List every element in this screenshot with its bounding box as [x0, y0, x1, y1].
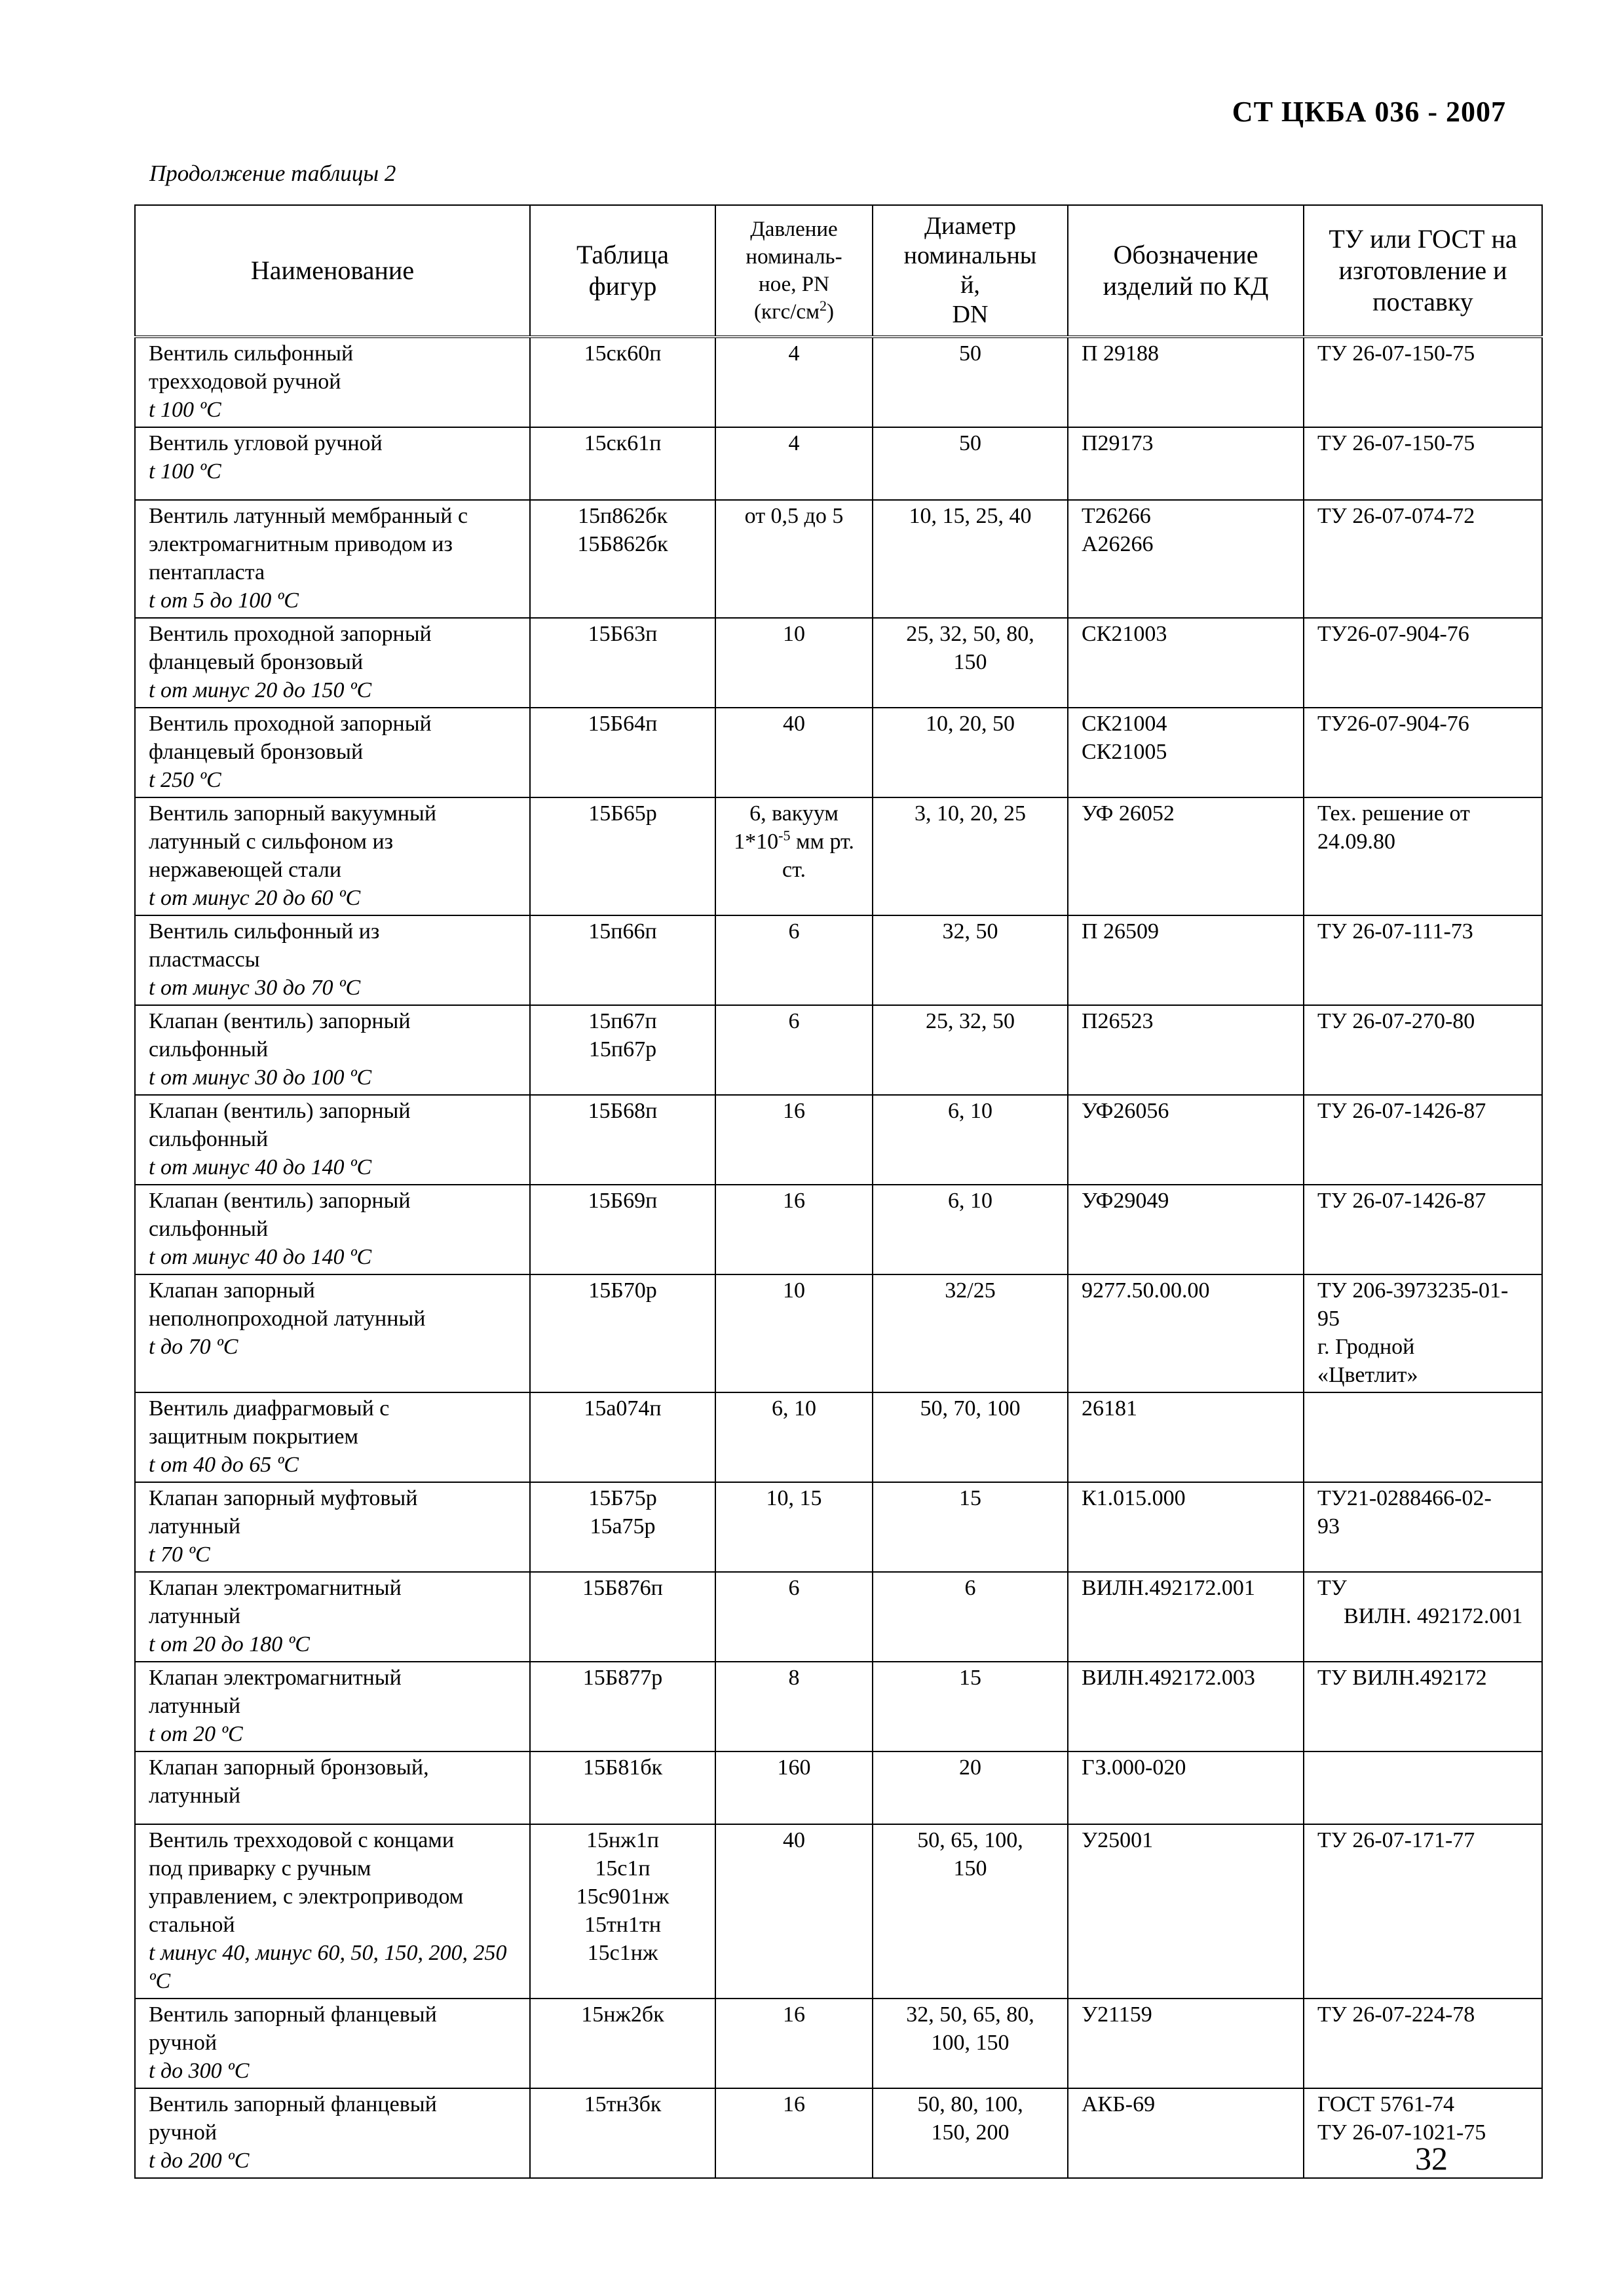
- cell-name: Вентиль диафрагмовый с защитным покрытием t от 40 до 65 ºC: [135, 1392, 530, 1482]
- temperature-note: t до 300 ºC: [149, 2059, 250, 2083]
- cell-pressure: 16: [715, 1095, 873, 1185]
- table-row: [135, 797, 1542, 915]
- header-figure-table: Таблица фигур: [530, 205, 715, 337]
- temperature-note: t от 5 до 100 ºC: [149, 588, 299, 613]
- cell-kd: АКБ-69: [1068, 2088, 1304, 2178]
- temperature-note: t от минус 40 до 140 ºC: [149, 1155, 372, 1179]
- table-row: [135, 1662, 1542, 1751]
- cell-diameter: 6: [873, 1572, 1068, 1662]
- cell-name: Вентиль запорный вакуумный латунный с сильфоном из нержавеющей стали t от минус 20 до 60 ºC: [135, 797, 530, 915]
- cell-diameter: 32/25: [873, 1274, 1068, 1392]
- table-row: [135, 1824, 1542, 1999]
- cell-diameter: 15: [873, 1482, 1068, 1572]
- cell-tu: [1304, 1751, 1542, 1824]
- cell-diameter: 50, 65, 100, 150: [873, 1824, 1068, 1999]
- cell-name: Клапан запорный неполнопроходной латунный t до 70 ºC: [135, 1274, 530, 1392]
- cell-tu: ТУ 26-07-171-77: [1304, 1824, 1542, 1999]
- table-caption: Продолжение таблицы 2: [149, 161, 396, 186]
- temperature-note: t от минус 30 до 100 ºC: [149, 1065, 372, 1090]
- cell-tu: ТУ26-07-904-76: [1304, 708, 1542, 797]
- table-header-row: [135, 205, 1542, 337]
- document-code: СТ ЦКБА 036 - 2007: [1232, 96, 1506, 128]
- cell-pressure: 6: [715, 1572, 873, 1662]
- cell-kd: К1.015.000: [1068, 1482, 1304, 1572]
- cell-tu: ТУ 26-07-1426-87: [1304, 1185, 1542, 1274]
- cell-tu: ТУ 26-07-111-73: [1304, 915, 1542, 1005]
- cell-figure: 15Б75р 15а75р: [530, 1482, 715, 1572]
- cell-diameter: 6, 10: [873, 1095, 1068, 1185]
- temperature-note: t от 20 ºC: [149, 1722, 243, 1746]
- temperature-note: t до 200 ºC: [149, 2149, 250, 2173]
- cell-pressure: 16: [715, 1999, 873, 2088]
- cell-tu: ГОСТ 5761-74 ТУ 26-07-1021-75: [1304, 2088, 1542, 2178]
- header-diameter-dn: Диаметр номинальны й, DN: [873, 205, 1068, 337]
- cell-diameter: 10, 20, 50: [873, 708, 1068, 797]
- cell-pressure: 16: [715, 2088, 873, 2178]
- cell-figure: 15Б876п: [530, 1572, 715, 1662]
- cell-diameter: 50, 70, 100: [873, 1392, 1068, 1482]
- cell-name: Клапан (вентиль) запорный сильфонный t от минус 30 до 100 ºC: [135, 1005, 530, 1095]
- cell-diameter: 25, 32, 50, 80, 150: [873, 618, 1068, 708]
- header-kd-designation: Обозначение изделий по КД: [1068, 205, 1304, 337]
- table-row: [135, 1005, 1542, 1095]
- cell-kd: УФ26056: [1068, 1095, 1304, 1185]
- cell-tu: ТУ26-07-904-76: [1304, 618, 1542, 708]
- temperature-note: t 250 ºC: [149, 768, 221, 792]
- cell-tu: Тех. решение от 24.09.80: [1304, 797, 1542, 915]
- cell-name: Клапан запорный муфтовый латунный t 70 ºC: [135, 1482, 530, 1572]
- cell-pressure: 6, вакуум $1*10^{-5}$ мм рт. ст.: [715, 797, 873, 915]
- cell-kd: УФ 26052: [1068, 797, 1304, 915]
- cell-kd: П26523: [1068, 1005, 1304, 1095]
- cell-figure: 15п862бк 15Б862бк: [530, 500, 715, 618]
- cell-diameter: 6, 10: [873, 1185, 1068, 1274]
- cell-diameter: 10, 15, 25, 40: [873, 500, 1068, 618]
- cell-kd: ВИЛН.492172.001: [1068, 1572, 1304, 1662]
- cell-name: Клапан запорный бронзовый, латунный: [135, 1751, 530, 1824]
- cell-name: Клапан электромагнитный латунный t от 20 до 180 ºC: [135, 1572, 530, 1662]
- cell-figure: 15ск60п: [530, 337, 715, 427]
- valves-table: [134, 204, 1543, 2179]
- cell-name: Вентиль проходной запорный фланцевый бронзовый t от минус 20 до 150 ºC: [135, 618, 530, 708]
- cell-pressure: 40: [715, 1824, 873, 1999]
- temperature-note: t 100 ºC: [149, 459, 221, 484]
- temperature-note: t от минус 30 до 70 ºC: [149, 976, 361, 1000]
- cell-name: Вентиль сильфонный трехходовой ручной t 100 ºC: [135, 337, 530, 427]
- temperature-note: t от 20 до 180 ºC: [149, 1632, 310, 1656]
- table-row: [135, 427, 1542, 500]
- temperature-note: t 70 ºC: [149, 1542, 210, 1567]
- temperature-note: t от 40 до 65 ºC: [149, 1453, 299, 1477]
- cell-kd: У25001: [1068, 1824, 1304, 1999]
- cell-diameter: 15: [873, 1662, 1068, 1751]
- cell-name: Вентиль проходной запорный фланцевый бронзовый t 250 ºC: [135, 708, 530, 797]
- cell-diameter: 50: [873, 427, 1068, 500]
- cell-kd: ВИЛН.492172.003: [1068, 1662, 1304, 1751]
- cell-kd: П 26509: [1068, 915, 1304, 1005]
- cell-tu: ТУ 206-3973235-01- 95 г. Гродной «Цветлит»: [1304, 1274, 1542, 1392]
- cell-name: Вентиль угловой ручной t 100 ºC: [135, 427, 530, 500]
- cell-figure: 15ск61п: [530, 427, 715, 500]
- cell-diameter: 50, 80, 100, 150, 200: [873, 2088, 1068, 2178]
- cell-name: Клапан электромагнитный латунный t от 20 ºC: [135, 1662, 530, 1751]
- table-row: [135, 1572, 1542, 1662]
- cell-figure: 15п66п: [530, 915, 715, 1005]
- table-row: [135, 337, 1542, 427]
- cell-tu: ТУ ВИЛН. 492172.001: [1304, 1572, 1542, 1662]
- cell-pressure: 4: [715, 337, 873, 427]
- cell-kd: У21159: [1068, 1999, 1304, 2088]
- cell-name: Клапан (вентиль) запорный сильфонный t от минус 40 до 140 ºC: [135, 1185, 530, 1274]
- table-row: [135, 1751, 1542, 1824]
- cell-diameter: 25, 32, 50: [873, 1005, 1068, 1095]
- cell-tu: ТУ 26-07-224-78: [1304, 1999, 1542, 2088]
- cell-diameter: 32, 50: [873, 915, 1068, 1005]
- cell-tu: ТУ 26-07-270-80: [1304, 1005, 1542, 1095]
- cell-figure: 15Б69п: [530, 1185, 715, 1274]
- table-row: [135, 1095, 1542, 1185]
- temperature-note: t 100 ºC: [149, 398, 221, 422]
- cell-figure: 15Б68п: [530, 1095, 715, 1185]
- cell-name: Клапан (вентиль) запорный сильфонный t от минус 40 до 140 ºC: [135, 1095, 530, 1185]
- cell-kd: СК21003: [1068, 618, 1304, 708]
- cell-kd: 9277.50.00.00: [1068, 1274, 1304, 1392]
- cell-tu: ТУ 26-07-1426-87: [1304, 1095, 1542, 1185]
- header-name: Наименование: [135, 205, 530, 337]
- cell-tu: ТУ 26-07-150-75: [1304, 427, 1542, 500]
- cell-kd: УФ29049: [1068, 1185, 1304, 1274]
- cell-pressure: 6: [715, 915, 873, 1005]
- cell-figure: 15тн3бк: [530, 2088, 715, 2178]
- cell-figure: 15Б81бк: [530, 1751, 715, 1824]
- cell-figure: 15Б64п: [530, 708, 715, 797]
- cell-figure: 15нж1п 15с1п 15с901нж 15тн1тн 15с1нж: [530, 1824, 715, 1999]
- cell-kd: СК21004 СК21005: [1068, 708, 1304, 797]
- cell-name: Вентиль запорный фланцевый ручной t до 300 ºC: [135, 1999, 530, 2088]
- cell-tu: [1304, 1392, 1542, 1482]
- cell-pressure: от 0,5 до 5: [715, 500, 873, 618]
- cell-figure: 15Б70р: [530, 1274, 715, 1392]
- cell-name: Вентиль трехходовой с концами под приварку с ручным управлением, с электроприводом стальной t минус 40, минус 60, 50, 150, 200, 250 ºC: [135, 1824, 530, 1999]
- cell-kd: Т26266 А26266: [1068, 500, 1304, 618]
- cell-pressure: 10, 15: [715, 1482, 873, 1572]
- table-row: [135, 1274, 1542, 1392]
- table-row: [135, 708, 1542, 797]
- table-row: [135, 500, 1542, 618]
- temperature-note: t от минус 20 до 150 ºC: [149, 678, 372, 702]
- cell-pressure: 10: [715, 1274, 873, 1392]
- cell-diameter: 3, 10, 20, 25: [873, 797, 1068, 915]
- cell-diameter: 50: [873, 337, 1068, 427]
- temperature-note: t от минус 20 до 60 ºC: [149, 886, 361, 910]
- cell-tu: ТУ 26-07-074-72: [1304, 500, 1542, 618]
- table-row: [135, 2088, 1542, 2178]
- cell-figure: 15нж2бк: [530, 1999, 715, 2088]
- cell-diameter: 32, 50, 65, 80, 100, 150: [873, 1999, 1068, 2088]
- cell-pressure: 16: [715, 1185, 873, 1274]
- cell-pressure: 10: [715, 618, 873, 708]
- cell-figure: 15а074п: [530, 1392, 715, 1482]
- cell-tu: ТУ21-0288466-02- 93: [1304, 1482, 1542, 1572]
- table-row: [135, 1392, 1542, 1482]
- temperature-note: t до 70 ºC: [149, 1335, 238, 1359]
- temperature-note: t минус 40, минус 60, 50, 150, 200, 250 ºC: [149, 1941, 507, 1993]
- header-tu-gost: ТУ или ГОСТ на изготовление и поставку: [1304, 205, 1542, 337]
- cell-figure: 15п67п 15п67р: [530, 1005, 715, 1095]
- table-row: [135, 1482, 1542, 1572]
- cell-name: Вентиль сильфонный из пластмассы t от минус 30 до 70 ºC: [135, 915, 530, 1005]
- cell-pressure: 6, 10: [715, 1392, 873, 1482]
- cell-figure: 15Б65р: [530, 797, 715, 915]
- cell-name: Вентиль латунный мембранный с электромагнитным приводом из пентапласта t от 5 до 100 ºC: [135, 500, 530, 618]
- table-row: [135, 915, 1542, 1005]
- table-row: [135, 1185, 1542, 1274]
- temperature-note: t от минус 40 до 140 ºC: [149, 1245, 372, 1269]
- cell-figure: 15Б63п: [530, 618, 715, 708]
- cell-tu: ТУ ВИЛН.492172: [1304, 1662, 1542, 1751]
- table-row: [135, 1999, 1542, 2088]
- cell-diameter: 20: [873, 1751, 1068, 1824]
- cell-kd: П 29188: [1068, 337, 1304, 427]
- header-pressure-pn: Давление номиналь- ное, PN $(кгс/см^2)$: [715, 205, 873, 337]
- cell-figure: 15Б877р: [530, 1662, 715, 1751]
- table-row: [135, 618, 1542, 708]
- cell-pressure: 6: [715, 1005, 873, 1095]
- cell-pressure: 40: [715, 708, 873, 797]
- cell-kd: П29173: [1068, 427, 1304, 500]
- cell-pressure: 4: [715, 427, 873, 500]
- cell-pressure: 8: [715, 1662, 873, 1751]
- cell-name: Вентиль запорный фланцевый ручной t до 200 ºC: [135, 2088, 530, 2178]
- cell-tu: ТУ 26-07-150-75: [1304, 337, 1542, 427]
- cell-kd: 26181: [1068, 1392, 1304, 1482]
- cell-pressure: 160: [715, 1751, 873, 1824]
- cell-kd: ГЗ.000-020: [1068, 1751, 1304, 1824]
- page-number: 32: [1415, 2140, 1448, 2177]
